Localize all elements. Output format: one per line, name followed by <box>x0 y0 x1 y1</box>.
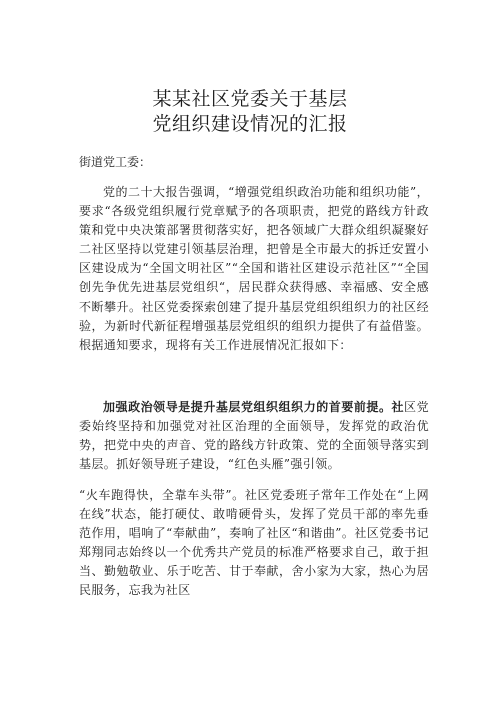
paragraph-locomotive: “火车跑得快，全靠车头带”。社区党委班子常年工作处在“上网在线”状态，能打硬仗、敢啃硬骨头，发挥了党员干部的率先垂范作用，唱响了“奉献曲”，奏响了社区“和谐曲”。社区党委书记郑翔同志始终以一个优秀共产党员的标准严格要求自己，敢于担当、勤勉敬业、乐于吃苦、甘于奉献，舍小家为大家，热心为居民服务，忘我为社区 <box>79 488 429 598</box>
document-title-line-2: 党组织建设情况的汇报 <box>152 113 348 135</box>
paragraph-heading: 加强政治领导是提升基层党组织组织力的首要前提。社 <box>103 400 405 414</box>
paragraph-political-leadership <box>79 398 429 474</box>
paragraph-body: 区党委始终坚持和加强党对社区治理的全面领导，发挥党的政治优势，把党中央的声音、党的路线方针政策、党的全面领导落实到基层。抓好领导班子建设，“红色头雁”强引领。 <box>79 400 429 472</box>
document-title-line-1: 某某社区党委关于基层 <box>152 88 348 110</box>
paragraph-intro: 党的二十大报告强调，“增强党组织政治功能和组织功能”，要求“各级党组织履行党章赋予的各项职责，把党的路线方针政策和党中央决策部署贯彻落实好，把各领域广大群众组织凝聚好二社区坚持以党建引领基层治理，把曾是全市最大的拆迁安置小区建设成为“全国文明社区”“全国和谐社区建设示范社区”“全国创先争优先进基层党组织“，居民群众获得感、幸福感、安全感不断攀升。社区党委探索创建了提升基层党组织组织力的社区经验，为新时代新征程增强基层党组织的组织力提供了有益借鉴。根据通知要求，现将有关工作进展情况汇报如下： <box>79 185 429 352</box>
salutation: 街道党工委： <box>79 155 152 169</box>
